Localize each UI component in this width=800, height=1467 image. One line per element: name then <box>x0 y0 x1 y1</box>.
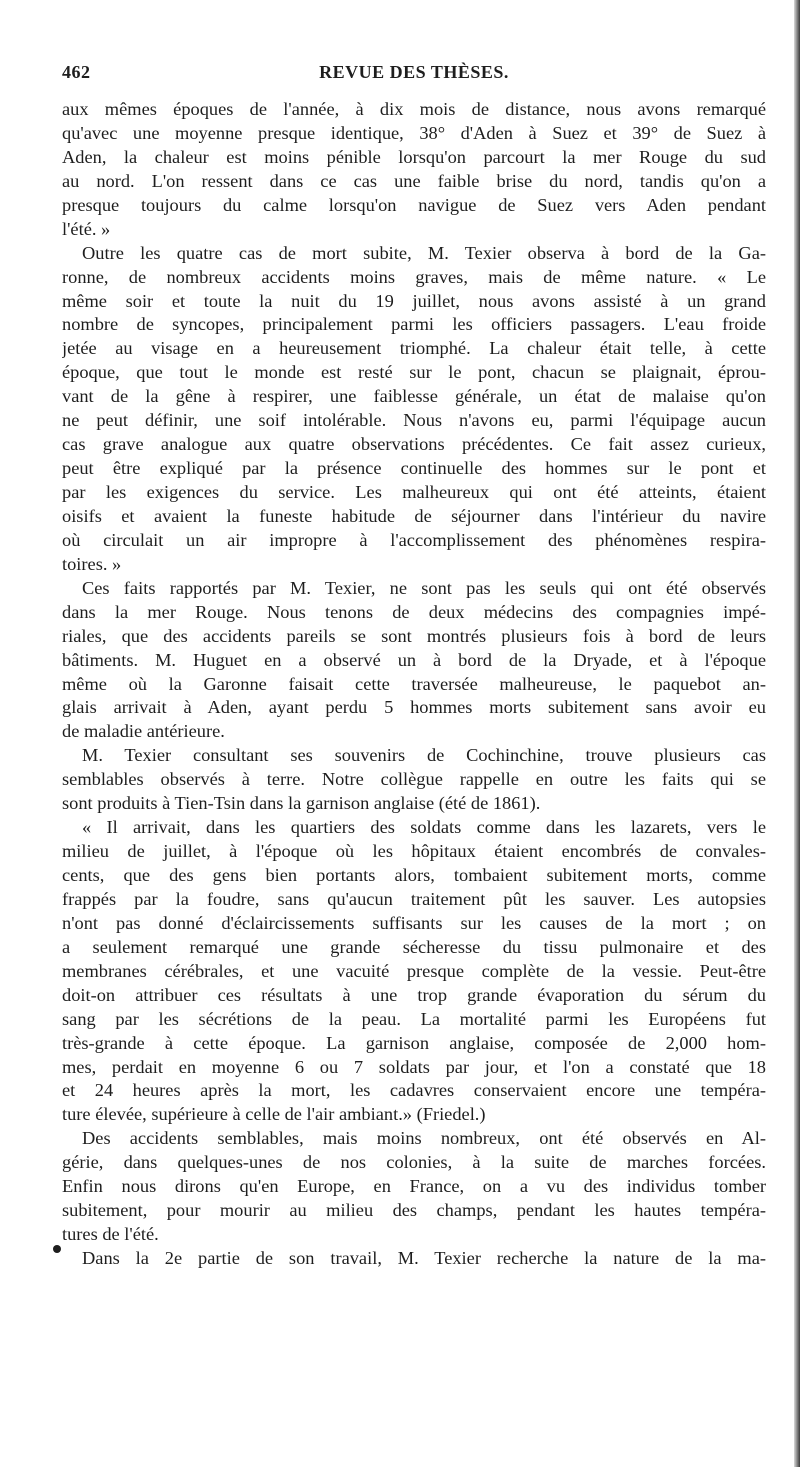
page-header <box>62 62 766 88</box>
text-line: au nord. L'on ressent dans ce cas une faible brise du nord, tandis qu'on a <box>62 170 766 191</box>
text-line: bâtiments. M. Huguet en a observé un à bord de la Dryade, et à l'époque <box>62 649 766 670</box>
text-line: Des accidents semblables, mais moins nombreux, ont été observés en Al- <box>82 1128 766 1149</box>
text-line: a seulement remarqué une grande sécheresse du tissu pulmonaire et des <box>62 936 766 957</box>
text-line: M. Texier consultant ses souvenirs de Cochinchine, trouve plusieurs cas <box>82 745 766 766</box>
text-line: gérie, dans quelques-unes de nos colonies, à la suite de marches forcées. <box>62 1152 766 1173</box>
text-line: même soir et toute la nuit du 19 juillet, nous avons assisté à un grand <box>62 290 766 311</box>
text-line: sont produits à Tien-Tsin dans la garnison anglaise (été de 1861). <box>62 793 541 814</box>
page-number: 462 <box>62 62 91 82</box>
text-line: jetée au visage en a heureusement triomphé. La chaleur était telle, à cette <box>62 338 766 359</box>
text-line: peut être expliqué par la présence continuelle des hommes sur le pont et <box>62 458 766 479</box>
page-edge-shadow <box>794 0 800 1467</box>
text-line: glais arrivait à Aden, ayant perdu 5 hommes morts subitement sans avoir eu <box>62 697 766 718</box>
text-line: cents, que des gens bien portants alors, tombaient subitement morts, comme <box>62 865 766 885</box>
text-line: semblables observés à terre. Notre collègue rappelle en outre les faits qui se <box>62 769 766 790</box>
text-line: doit-on attribuer ces résultats à une trop grande évaporation du sérum du <box>62 984 766 1005</box>
text-line: qu'avec une moyenne presque identique, 38° d'Aden à Suez et 39° de Suez à <box>62 122 766 143</box>
text-line: Ces faits rapportés par M. Texier, ne sont pas les seuls qui ont été observés <box>82 577 766 598</box>
text-line: sang par les sécrétions de la peau. La mortalité parmi les Européens fut <box>62 1008 766 1029</box>
text-line: oisifs et avaient la funeste habitude de séjourner dans l'intérieur du navire <box>62 505 766 526</box>
text-line: nombre de syncopes, principalement parmi les officiers passagers. L'eau froide <box>62 314 766 335</box>
text-line: cas grave analogue aux quatre observations précédentes. Ce fait assez curieux, <box>62 434 766 455</box>
text-line: aux mêmes époques de l'année, à dix mois de distance, nous avons remarqué <box>62 99 766 119</box>
text-line: tures de l'été. <box>62 1224 159 1245</box>
margin-mark <box>53 1245 61 1253</box>
text-line: « Il arrivait, dans les quartiers des soldats comme dans les lazarets, vers le <box>82 817 766 838</box>
text-line: dans la mer Rouge. Nous tenons de deux médecins des compagnies impé- <box>62 601 766 622</box>
text-line: riales, que des accidents pareils se sont montrés plusieurs fois à bord de leurs <box>62 625 766 646</box>
text-line: subitement, pour mourir au milieu des champs, pendant les hautes tempéra- <box>62 1200 766 1221</box>
text-line: mes, perdait en moyenne 6 ou 7 soldats par jour, et l'on a constaté que 18 <box>62 1056 766 1077</box>
text-line: presque toujours du calme lorsqu'on navigue de Suez vers Aden pendant <box>62 194 766 215</box>
text-line: très-grande à cette époque. La garnison anglaise, composée de 2,000 hom- <box>62 1032 766 1053</box>
text-line: frappés par la foudre, sans qu'aucun traitement pût les sauver. Les autopsies <box>62 888 766 909</box>
text-line: où circulait un air impropre à l'accomplissement des phénomènes respira- <box>62 529 766 550</box>
text-line: n'ont pas donné d'éclaircissements suffisants sur les causes de la mort ; on <box>62 912 766 933</box>
running-title: REVUE DES THÈSES. <box>319 62 509 82</box>
text-line: l'été. » <box>62 218 111 239</box>
text-line: Dans la 2e partie de son travail, M. Texier recherche la nature de la ma- <box>82 1248 766 1268</box>
text-line: même où la Garonne faisait cette traversée malheureuse, le paquebot an- <box>62 673 766 694</box>
text-line: milieu de juillet, à l'époque où les hôpitaux étaient encombrés de convales- <box>62 841 766 862</box>
text-line: époque, que tout le monde est resté sur le pont, chacun se plaignait, éprou- <box>62 362 766 383</box>
text-line: Aden, la chaleur est moins pénible lorsqu'on parcourt la mer Rouge du sud <box>62 146 766 167</box>
text-line: par les exigences du service. Les malheureux qui ont été atteints, étaient <box>62 482 766 502</box>
text-line: toires. » <box>62 553 122 574</box>
text-line: ne peut définir, une soif intolérable. Nous n'avons eu, parmi l'équipage aucun <box>62 410 766 431</box>
text-line: membranes cérébrales, et une vacuité presque complète de la vessie. Peut-être <box>62 960 766 981</box>
text-line: de maladie antérieure. <box>62 721 225 742</box>
text-line: Outre les quatre cas de mort subite, M. Texier observa à bord de la Ga- <box>82 242 766 263</box>
text-line: ronne, de nombreux accidents moins graves, mais de même nature. « Le <box>62 266 766 287</box>
text-line: Enfin nous dirons qu'en Europe, en France, on a vu des individus tomber <box>62 1176 766 1197</box>
text-line: et 24 heures après la mort, les cadavres conservaient encore une tempéra- <box>62 1080 766 1101</box>
body-text <box>62 98 766 1271</box>
text-line: ture élevée, supérieure à celle de l'air ambiant.» (Friedel.) <box>62 1104 486 1125</box>
text-line: vant de la gêne à respirer, une faiblesse générale, un état de malaise qu'on <box>62 386 766 407</box>
